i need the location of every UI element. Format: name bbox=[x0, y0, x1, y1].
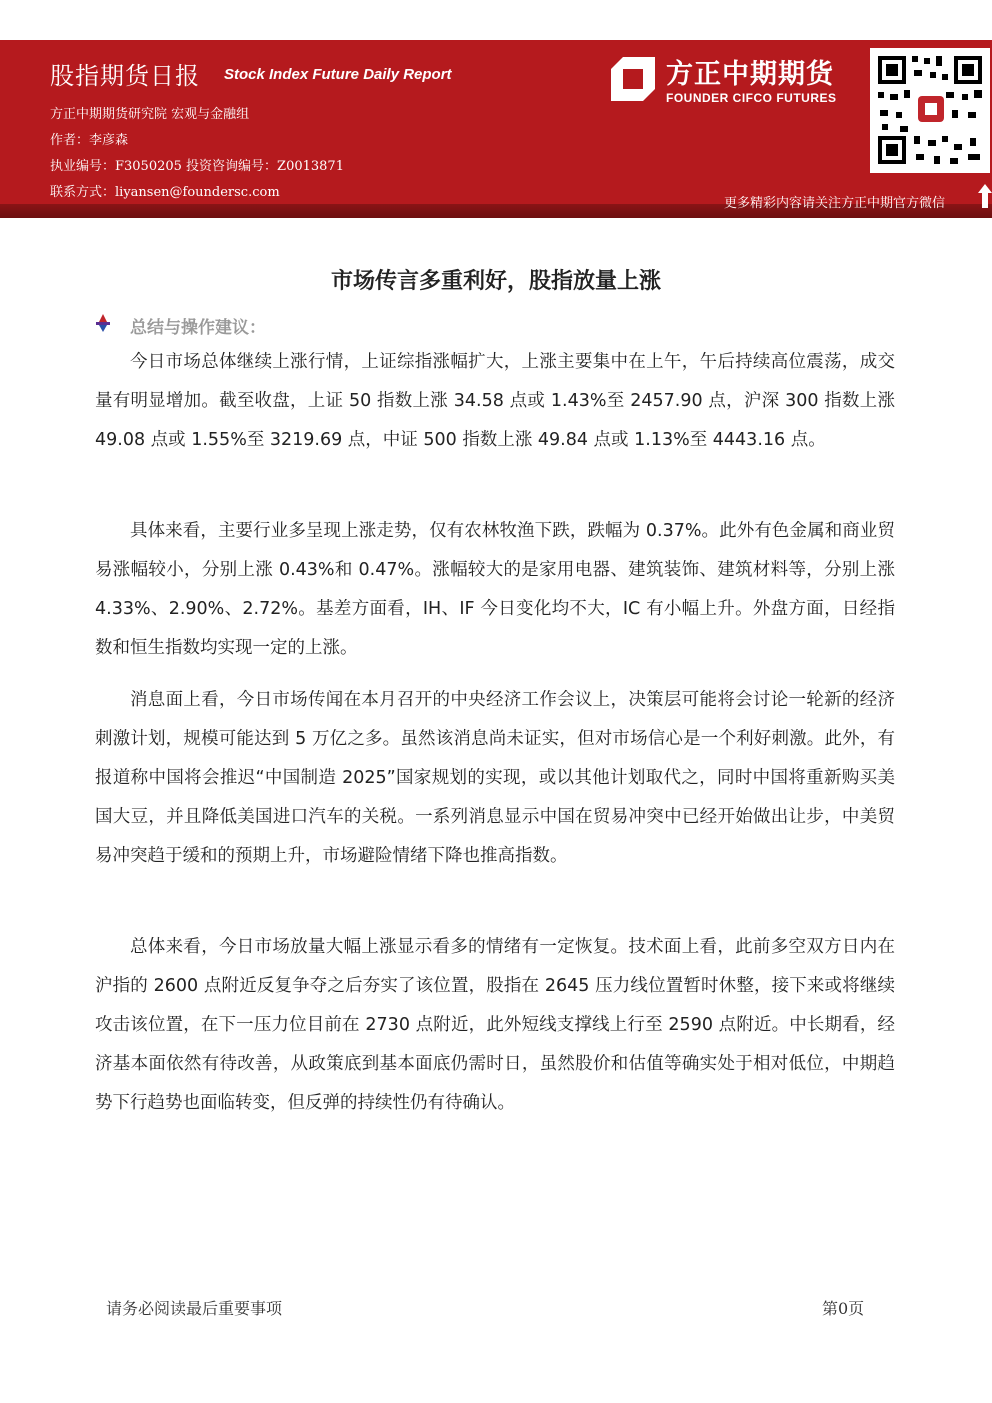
founder-logo-icon bbox=[609, 55, 657, 103]
section-bullet-icon bbox=[94, 314, 112, 332]
document-title: 市场传言多重利好，股指放量上涨 bbox=[330, 269, 661, 294]
author-line: 作者：李彦森 bbox=[50, 133, 129, 148]
paragraph-outlook: 总体来看，今日市场放量大幅上涨显示看多的情绪有一定恢复。技术面上看，此前多空双方日内在沪指的 2600 点附近反复争夺之后夯实了该位置，股指在 2645 压力线位置暂时休整，接下来或将继续攻击该位置，在下一压力位目前在 2730 点附近，此外短线支撑线上行至 2590 点附近。中长期看，经济基本面依然有待改善，从政策底到基本面底仍需时日，虽然股价和估值等确实处于相对低位，中期趋势下行趋势也面临转变，但反弹的持续性仍有待确认。 bbox=[95, 937, 895, 1113]
qr-code-icon bbox=[870, 48, 990, 173]
paragraph-market-summary: 今日市场总体继续上涨行情，上证综指涨幅扩大，上涨主要集中在上午，午后持续高位震荡，成交量有明显增加。截至收盘，上证 50 指数上涨 34.58 点或 1.43%至 2457.90 点，沪深 300 指数上涨 49.08 点或 1.55%至 3219.69 点，中证 500 指数上涨 49.84 点或 1.13%至 4443.16 点。 bbox=[95, 352, 895, 450]
paragraph-news: 消息面上看，今日市场传闻在本月召开的中央经济工作会议上，决策层可能将会讨论一轮新的经济刺激计划，规模可能达到 5 万亿之多。虽然该消息尚未证实，但对市场信心是一个利好刺激。此外，有报道称中国将会推迟“中国制造 2025”国家规划的实现，或以其他计划取代之，同时中国将重新购买美国大豆，并且降低美国进口汽车的关税。一系列消息显示中国在贸易冲突中已经开始做出让步，中美贸易冲突趋于缓和的预期上升，市场避险情绪下降也推高指数。 bbox=[95, 690, 895, 866]
institute-line: 方正中期期货研究院 宏观与金融组 bbox=[50, 107, 250, 122]
brand-name-cn: 方正中期期货 bbox=[666, 59, 834, 90]
report-title-cn: 股指期货日报 bbox=[50, 62, 200, 90]
footer-notice: 请务必阅读最后重要事项 bbox=[106, 1299, 283, 1318]
qr-code bbox=[870, 48, 990, 173]
contact-line: 联系方式：liyansen@foundersc.com bbox=[50, 185, 280, 200]
report-title-en: Stock Index Future Daily Report bbox=[224, 66, 452, 83]
paragraph-sectors: 具体来看，主要行业多呈现上涨走势，仅有农林牧渔下跌，跌幅为 0.37%。此外有色金属和商业贸易涨幅较小，分别上涨 0.43%和 0.47%。涨幅较大的是家用电器、建筑装饰、建筑材料等，分别上涨 4.33%、2.90%、2.72%。基差方面看，IH、IF 今日变化均不大，IC 有小幅上升。外盘方面，日经指数和恒生指数均实现一定的上涨。 bbox=[95, 521, 895, 658]
page-number: 第0页 bbox=[822, 1299, 865, 1318]
brand-name-en: FOUNDER CIFCO FUTURES bbox=[666, 91, 837, 105]
wechat-follow-note: 更多精彩内容请关注方正中期官方微信 bbox=[724, 196, 946, 211]
section-heading: 总结与操作建议： bbox=[130, 318, 266, 338]
license-line: 执业编号：F3050205 投资咨询编号：Z0013871 bbox=[50, 159, 344, 174]
arrow-up-icon bbox=[978, 184, 992, 208]
